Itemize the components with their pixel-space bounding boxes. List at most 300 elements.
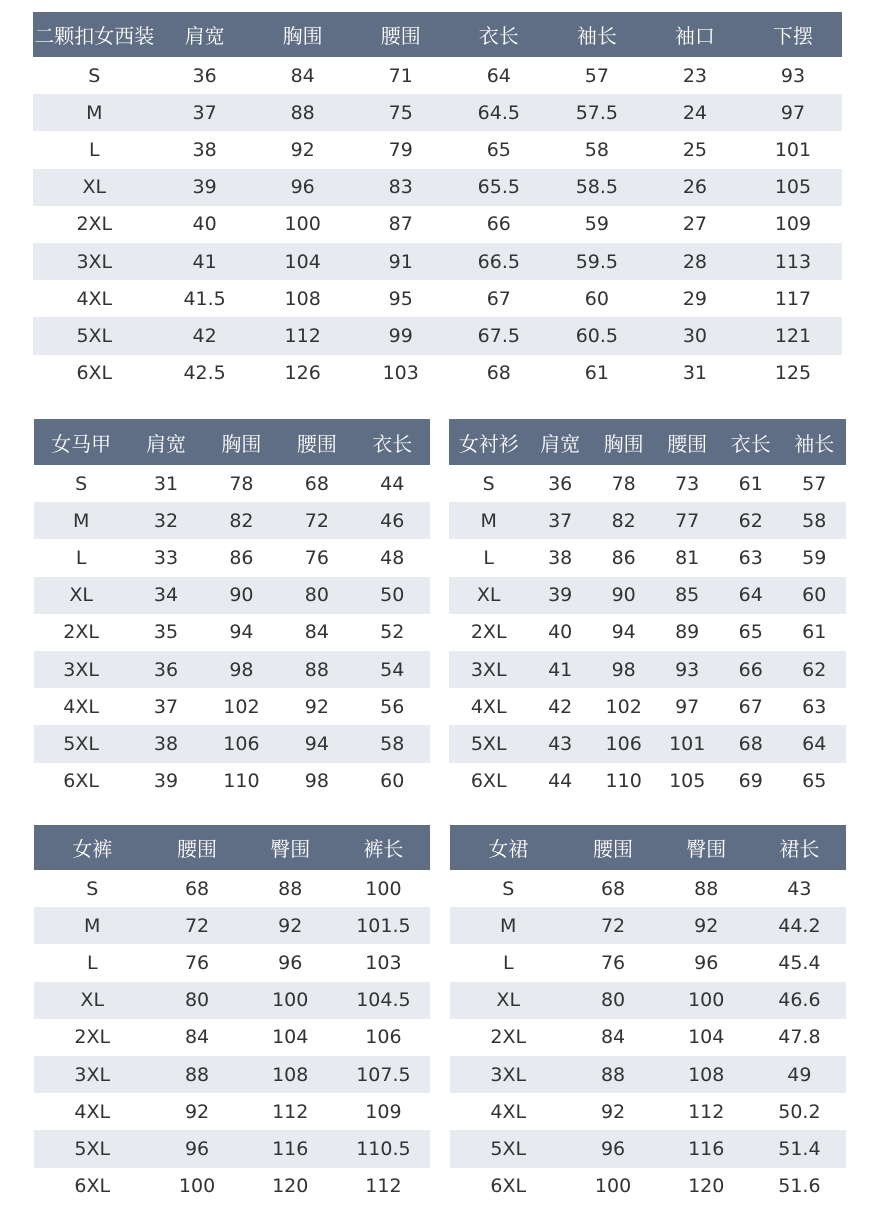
measurement-cell: 94 xyxy=(229,621,254,644)
measurement-cell: 68 xyxy=(738,732,763,755)
size-label: 4XL xyxy=(63,695,99,718)
size-label: L xyxy=(86,951,98,974)
measurement-cell: 43 xyxy=(548,732,573,755)
size-label: 4XL xyxy=(76,287,113,310)
column-header: 胸围 xyxy=(282,24,323,48)
table-row xyxy=(450,1168,846,1205)
measurement-cell: 58 xyxy=(802,509,827,532)
measurement-cell: 59.5 xyxy=(575,250,619,273)
measurement-cell: 39 xyxy=(192,176,217,199)
table-row xyxy=(450,1093,846,1130)
size-label: 2XL xyxy=(63,621,99,644)
measurement-cell: 92 xyxy=(304,695,329,718)
table-row xyxy=(34,907,430,944)
measurement-cell: 94 xyxy=(304,732,329,755)
table-row xyxy=(34,1168,430,1205)
measurement-cell: 28 xyxy=(682,250,708,273)
measurement-cell: 68 xyxy=(184,877,210,900)
measurement-cell: 83 xyxy=(388,176,413,199)
measurement-cell: 88 xyxy=(600,1063,626,1086)
measurement-cell: 29 xyxy=(682,287,708,310)
measurement-cell: 79 xyxy=(388,138,413,161)
measurement-cell: 67 xyxy=(738,695,763,718)
measurement-cell: 68 xyxy=(304,472,329,495)
measurement-cell: 91 xyxy=(388,250,413,273)
measurement-cell: 116 xyxy=(688,1137,725,1160)
size-label: XL xyxy=(69,584,93,607)
column-header: 肩宽 xyxy=(540,431,581,456)
size-label: 3XL xyxy=(470,658,507,681)
measurement-cell: 26 xyxy=(682,176,708,199)
table-row xyxy=(34,465,430,502)
measurement-cell: 78 xyxy=(229,472,254,495)
size-label: S xyxy=(482,472,495,495)
size-label: M xyxy=(500,914,517,937)
size-label: 2XL xyxy=(470,621,507,644)
measurement-cell: 110.5 xyxy=(356,1137,411,1160)
measurement-cell: 92 xyxy=(694,914,719,937)
measurement-cell: 61 xyxy=(738,472,763,495)
measurement-cell: 96 xyxy=(278,951,303,974)
table-row xyxy=(450,944,846,981)
table-row xyxy=(33,94,842,131)
measurement-cell: 104.5 xyxy=(356,989,411,1012)
measurement-cell: 112 xyxy=(284,324,321,347)
measurement-cell: 36 xyxy=(548,472,573,495)
measurement-cell: 120 xyxy=(272,1175,309,1198)
column-header: 肩宽 xyxy=(184,24,225,48)
measurement-cell: 106 xyxy=(365,1026,402,1049)
measurement-cell: 82 xyxy=(229,509,254,532)
measurement-cell: 52 xyxy=(380,621,405,644)
column-header: 裤长 xyxy=(363,837,404,861)
size-label: 5XL xyxy=(63,732,99,755)
measurement-cell: 73 xyxy=(675,472,700,495)
table-title: 女马甲 xyxy=(51,431,112,456)
measurement-cell: 45.4 xyxy=(778,951,821,974)
measurement-cell: 57.5 xyxy=(575,101,619,124)
size-label: XL xyxy=(82,176,107,199)
measurement-cell: 84 xyxy=(184,1026,210,1049)
measurement-cell: 31 xyxy=(153,472,179,495)
measurement-cell: 99 xyxy=(388,324,413,347)
table-row xyxy=(449,651,846,688)
measurement-cell: 100 xyxy=(272,989,309,1012)
measurement-cell: 96 xyxy=(290,176,315,199)
measurement-cell: 76 xyxy=(184,951,210,974)
size-label: 2XL xyxy=(74,1026,111,1049)
measurement-cell: 58.5 xyxy=(575,176,619,199)
column-header: 臀围 xyxy=(686,837,727,861)
table-header-row xyxy=(34,825,430,870)
measurement-cell: 67 xyxy=(486,287,511,310)
table-row xyxy=(34,614,430,651)
measurement-cell: 65.5 xyxy=(477,176,520,199)
size-label: 5XL xyxy=(470,732,507,755)
measurement-cell: 37 xyxy=(548,509,573,532)
column-header: 袖长 xyxy=(794,431,835,456)
measurement-cell: 27 xyxy=(682,213,708,236)
size-label: M xyxy=(86,101,103,124)
measurement-cell: 35 xyxy=(153,621,179,644)
measurement-cell: 110 xyxy=(605,770,642,793)
measurement-cell: 42.5 xyxy=(183,362,226,385)
table-row xyxy=(34,1019,430,1056)
measurement-cell: 63 xyxy=(738,546,763,569)
measurement-cell: 106 xyxy=(605,732,642,755)
measurement-cell: 46 xyxy=(380,509,405,532)
size-label: 3XL xyxy=(76,250,113,273)
measurement-cell: 42 xyxy=(192,324,217,347)
measurement-cell: 42 xyxy=(548,695,573,718)
column-header: 臀围 xyxy=(270,837,311,861)
measurement-cell: 93 xyxy=(780,64,806,87)
measurement-cell: 87 xyxy=(388,213,413,236)
measurement-cell: 57 xyxy=(584,64,609,87)
measurement-cell: 84 xyxy=(304,621,329,644)
measurement-cell: 112 xyxy=(365,1175,402,1198)
measurement-cell: 24 xyxy=(682,101,708,124)
measurement-cell: 78 xyxy=(611,472,636,495)
vest-size-table xyxy=(34,419,430,800)
measurement-cell: 23 xyxy=(682,64,708,87)
measurement-cell: 104 xyxy=(284,250,321,273)
table-row xyxy=(450,982,846,1019)
measurement-cell: 44.2 xyxy=(778,914,821,937)
table-title: 女裙 xyxy=(488,837,529,861)
measurement-cell: 39 xyxy=(153,770,179,793)
measurement-cell: 100 xyxy=(688,989,725,1012)
measurement-cell: 30 xyxy=(682,324,708,347)
measurement-cell: 89 xyxy=(675,621,700,644)
measurement-cell: 103 xyxy=(382,362,419,385)
table-row xyxy=(34,502,430,539)
measurement-cell: 38 xyxy=(153,732,179,755)
measurement-cell: 76 xyxy=(304,546,329,569)
measurement-cell: 109 xyxy=(365,1100,402,1123)
measurement-cell: 47.8 xyxy=(778,1026,821,1049)
size-label: 4XL xyxy=(470,695,507,718)
measurement-cell: 66 xyxy=(738,658,763,681)
measurement-cell: 36 xyxy=(192,64,217,87)
size-label: S xyxy=(502,877,515,900)
size-label: L xyxy=(75,546,87,569)
size-label: 5XL xyxy=(76,324,113,347)
measurement-cell: 101.5 xyxy=(356,914,411,937)
table-row xyxy=(449,725,846,762)
size-label: 2XL xyxy=(76,213,113,236)
measurement-cell: 82 xyxy=(611,509,636,532)
measurement-cell: 62 xyxy=(802,658,827,681)
measurement-cell: 106 xyxy=(223,732,260,755)
measurement-cell: 100 xyxy=(178,1175,216,1198)
measurement-cell: 43 xyxy=(787,877,812,900)
measurement-cell: 110 xyxy=(223,770,260,793)
size-label: XL xyxy=(80,989,105,1012)
measurement-cell: 59 xyxy=(584,213,609,236)
measurement-cell: 90 xyxy=(611,584,636,607)
size-label: 6XL xyxy=(470,770,507,793)
size-label: 4XL xyxy=(74,1100,111,1123)
measurement-cell: 37 xyxy=(153,695,179,718)
size-label: S xyxy=(86,877,99,900)
measurement-cell: 96 xyxy=(600,1137,626,1160)
measurement-cell: 65 xyxy=(802,770,827,793)
table-title: 二颗扣女西装 xyxy=(34,24,155,48)
measurement-cell: 56 xyxy=(380,695,405,718)
column-header: 胸围 xyxy=(221,431,262,456)
table-row xyxy=(450,907,846,944)
measurement-cell: 103 xyxy=(365,951,402,974)
suit-size-table xyxy=(33,12,842,392)
measurement-cell: 50.2 xyxy=(778,1100,821,1123)
table-row xyxy=(34,1093,430,1130)
measurement-cell: 41 xyxy=(548,658,573,681)
table-row xyxy=(34,1130,430,1167)
measurement-cell: 50 xyxy=(380,584,405,607)
measurement-cell: 58 xyxy=(380,732,405,755)
table-header-row xyxy=(449,419,846,465)
table-row xyxy=(34,651,430,688)
measurement-cell: 69 xyxy=(738,770,763,793)
measurement-cell: 68 xyxy=(600,877,626,900)
measurement-cell: 72 xyxy=(184,914,210,937)
shirt-size-table xyxy=(449,419,846,800)
measurement-cell: 60 xyxy=(802,584,827,607)
measurement-cell: 84 xyxy=(290,64,315,87)
measurement-cell: 98 xyxy=(611,658,636,681)
measurement-cell: 126 xyxy=(284,362,321,385)
measurement-cell: 108 xyxy=(272,1063,309,1086)
table-title: 女衬衫 xyxy=(458,431,519,456)
measurement-cell: 44 xyxy=(380,472,405,495)
table-header-row xyxy=(450,825,846,870)
measurement-cell: 104 xyxy=(688,1026,725,1049)
measurement-cell: 44 xyxy=(548,770,573,793)
table-header-row xyxy=(34,419,430,465)
measurement-cell: 102 xyxy=(605,695,642,718)
measurement-cell: 77 xyxy=(675,509,700,532)
measurement-cell: 39 xyxy=(548,584,573,607)
measurement-cell: 38 xyxy=(548,546,573,569)
size-label: L xyxy=(88,138,100,161)
table-row xyxy=(449,502,846,539)
measurement-cell: 60 xyxy=(584,287,609,310)
measurement-cell: 121 xyxy=(774,324,812,347)
size-label: XL xyxy=(476,584,501,607)
measurement-cell: 38 xyxy=(192,138,217,161)
column-header: 腰围 xyxy=(296,431,337,456)
measurement-cell: 97 xyxy=(675,695,700,718)
measurement-cell: 108 xyxy=(688,1063,725,1086)
measurement-cell: 112 xyxy=(688,1100,725,1123)
measurement-cell: 51.6 xyxy=(778,1175,821,1198)
measurement-cell: 125 xyxy=(774,362,812,385)
measurement-cell: 67.5 xyxy=(477,324,520,347)
measurement-cell: 37 xyxy=(192,101,217,124)
table-row xyxy=(33,57,842,94)
size-label: S xyxy=(75,472,88,495)
measurement-cell: 92 xyxy=(278,914,303,937)
measurement-cell: 101 xyxy=(774,138,812,161)
measurement-cell: 92 xyxy=(600,1100,626,1123)
table-row xyxy=(33,243,842,280)
size-label: M xyxy=(480,509,497,532)
size-label: 6XL xyxy=(490,1175,527,1198)
measurement-cell: 49 xyxy=(787,1063,812,1086)
measurement-cell: 88 xyxy=(304,658,329,681)
measurement-cell: 25 xyxy=(682,138,708,161)
table-row xyxy=(34,944,430,981)
size-label: 6XL xyxy=(76,362,113,385)
measurement-cell: 108 xyxy=(284,287,321,310)
table-row xyxy=(34,870,430,907)
measurement-cell: 86 xyxy=(611,546,636,569)
measurement-cell: 92 xyxy=(184,1100,210,1123)
measurement-cell: 64 xyxy=(802,732,827,755)
measurement-cell: 62 xyxy=(738,509,763,532)
size-label: 3XL xyxy=(63,658,99,681)
measurement-cell: 64.5 xyxy=(477,101,520,124)
table-row xyxy=(33,280,842,317)
measurement-cell: 80 xyxy=(600,989,626,1012)
measurement-cell: 61 xyxy=(584,362,609,385)
measurement-cell: 101 xyxy=(669,732,706,755)
measurement-cell: 71 xyxy=(388,64,413,87)
column-header: 衣长 xyxy=(730,431,771,456)
measurement-cell: 66.5 xyxy=(477,250,520,273)
column-header: 下摆 xyxy=(772,24,813,48)
measurement-cell: 98 xyxy=(229,658,254,681)
skirt-size-table xyxy=(450,825,846,1205)
measurement-cell: 85 xyxy=(675,584,700,607)
table-row xyxy=(34,763,430,800)
measurement-cell: 76 xyxy=(600,951,626,974)
size-label: 5XL xyxy=(74,1137,111,1160)
measurement-cell: 112 xyxy=(272,1100,309,1123)
size-label: 3XL xyxy=(74,1063,111,1086)
size-label: 6XL xyxy=(74,1175,111,1198)
measurement-cell: 72 xyxy=(600,914,626,937)
measurement-cell: 98 xyxy=(304,770,329,793)
measurement-cell: 60.5 xyxy=(575,324,619,347)
measurement-cell: 40 xyxy=(192,213,217,236)
table-row xyxy=(449,614,846,651)
size-label: 2XL xyxy=(490,1026,527,1049)
column-header: 衣长 xyxy=(478,24,519,48)
measurement-cell: 66 xyxy=(486,213,511,236)
measurement-cell: 65 xyxy=(486,138,511,161)
measurement-cell: 97 xyxy=(780,101,806,124)
measurement-cell: 65 xyxy=(738,621,763,644)
measurement-cell: 100 xyxy=(284,213,321,236)
table-header-row xyxy=(33,12,842,57)
table-row xyxy=(450,1056,846,1093)
measurement-cell: 81 xyxy=(675,546,700,569)
measurement-cell: 64 xyxy=(738,584,763,607)
measurement-cell: 90 xyxy=(229,584,254,607)
table-row xyxy=(449,465,846,502)
size-label: L xyxy=(502,951,514,974)
column-header: 腰围 xyxy=(380,24,421,48)
measurement-cell: 100 xyxy=(594,1175,632,1198)
measurement-cell: 61 xyxy=(802,621,827,644)
size-label: M xyxy=(84,914,101,937)
size-label: S xyxy=(88,64,101,87)
measurement-cell: 51.4 xyxy=(778,1137,821,1160)
measurement-cell: 46.6 xyxy=(778,989,821,1012)
measurement-cell: 96 xyxy=(694,951,719,974)
table-row xyxy=(449,688,846,725)
table-row xyxy=(450,1130,846,1167)
measurement-cell: 105 xyxy=(669,770,706,793)
table-row xyxy=(34,539,430,576)
measurement-cell: 41 xyxy=(192,250,217,273)
measurement-cell: 104 xyxy=(272,1026,309,1049)
table-title: 女裤 xyxy=(72,837,113,861)
measurement-cell: 96 xyxy=(184,1137,210,1160)
column-header: 袖口 xyxy=(674,24,715,48)
table-row xyxy=(33,317,842,354)
size-label: 5XL xyxy=(490,1137,527,1160)
table-row xyxy=(34,1056,430,1093)
measurement-cell: 31 xyxy=(682,362,708,385)
table-row xyxy=(449,763,846,800)
measurement-cell: 120 xyxy=(688,1175,725,1198)
measurement-cell: 36 xyxy=(153,658,179,681)
measurement-cell: 59 xyxy=(802,546,827,569)
measurement-cell: 40 xyxy=(548,621,573,644)
size-label: 3XL xyxy=(490,1063,527,1086)
measurement-cell: 58 xyxy=(584,138,609,161)
measurement-cell: 80 xyxy=(304,584,329,607)
measurement-cell: 113 xyxy=(774,250,812,273)
table-row xyxy=(449,539,846,576)
table-row xyxy=(34,577,430,614)
table-row xyxy=(450,1019,846,1056)
table-row xyxy=(34,688,430,725)
table-row xyxy=(34,982,430,1019)
measurement-cell: 88 xyxy=(290,101,315,124)
measurement-cell: 92 xyxy=(290,138,315,161)
size-label: M xyxy=(72,509,90,532)
measurement-cell: 60 xyxy=(380,770,405,793)
measurement-cell: 80 xyxy=(184,989,210,1012)
column-header: 腰围 xyxy=(177,837,218,861)
measurement-cell: 57 xyxy=(802,472,827,495)
size-label: 4XL xyxy=(490,1100,527,1123)
measurement-cell: 68 xyxy=(486,362,511,385)
table-row xyxy=(33,131,842,168)
pants-size-table xyxy=(34,825,430,1205)
table-row xyxy=(449,577,846,614)
table-row xyxy=(34,725,430,762)
column-header: 腰围 xyxy=(593,837,634,861)
measurement-cell: 116 xyxy=(272,1137,309,1160)
table-row xyxy=(450,870,846,907)
measurement-cell: 63 xyxy=(802,695,827,718)
measurement-cell: 105 xyxy=(774,176,812,199)
measurement-cell: 41.5 xyxy=(183,287,226,310)
measurement-cell: 32 xyxy=(153,509,179,532)
measurement-cell: 117 xyxy=(774,287,812,310)
column-header: 腰围 xyxy=(667,431,708,456)
measurement-cell: 48 xyxy=(380,546,405,569)
measurement-cell: 100 xyxy=(365,877,402,900)
table-row xyxy=(33,169,842,206)
measurement-cell: 88 xyxy=(184,1063,210,1086)
measurement-cell: 95 xyxy=(388,287,413,310)
